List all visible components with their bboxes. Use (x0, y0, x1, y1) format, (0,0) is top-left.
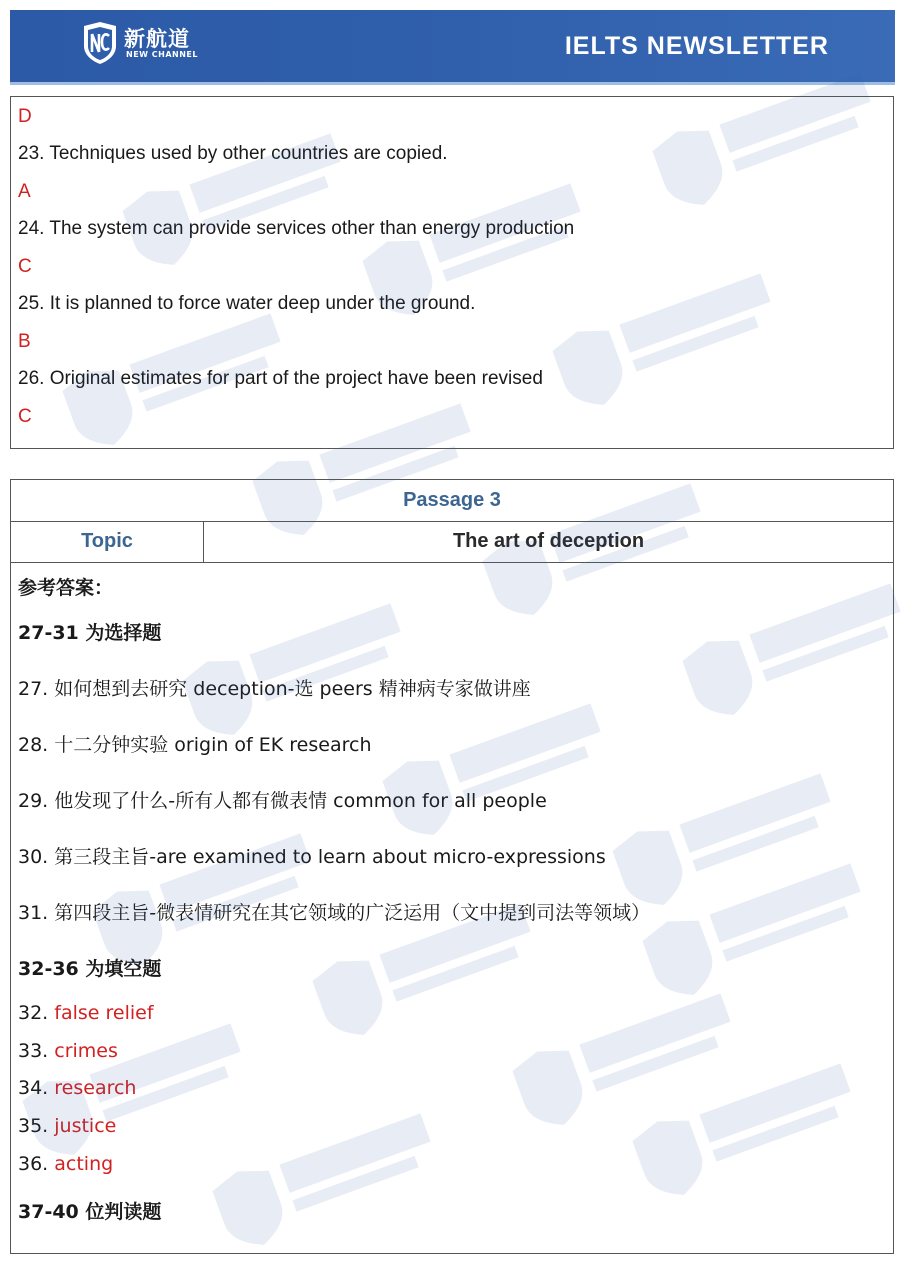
fill-item-answer: research (54, 1077, 137, 1099)
newsletter-title: IELTS NEWSLETTER (564, 32, 829, 60)
fill-item (18, 1002, 154, 1024)
fill-item-answer: false relief (54, 1002, 154, 1024)
fill-item (18, 1040, 118, 1062)
mc-item: 28. 十二分钟实验 origin of EK research (18, 734, 372, 756)
section-heading-multiple-choice: 27-31 为选择题 (18, 622, 162, 644)
fill-item-answer: justice (54, 1115, 117, 1137)
answers-heading: 参考答案： (18, 577, 114, 599)
fill-item (18, 1115, 116, 1137)
mc-item: 27. 如何想到去研究 deception-选 peers 精神病专家做讲座 (18, 678, 531, 700)
section-heading-position-judgement: 37-40 位判读题 (18, 1201, 162, 1223)
answer-line: B (18, 331, 31, 352)
fill-item-answer: acting (54, 1153, 114, 1175)
answer-line: D (18, 106, 32, 127)
logo-english-text: NEW CHANNEL (126, 50, 198, 59)
shield-logo-icon (82, 22, 118, 64)
logo-chinese-text: 新航道 (124, 27, 190, 51)
mc-item: 29. 他发现了什么-所有人都有微表情 common for all people (18, 790, 547, 812)
answer-line: A (18, 181, 31, 202)
question-line: 24. The system can provide services other than energy production (18, 218, 575, 239)
answer-line: C (18, 256, 32, 277)
fill-item (18, 1077, 136, 1099)
topic-row (11, 521, 893, 563)
question-line: 25. It is planned to force water deep under the ground. (18, 293, 476, 314)
fill-item-answer: crimes (54, 1040, 118, 1062)
question-line: 26. Original estimates for part of the project have been revised (18, 368, 543, 389)
topic-label: Topic (11, 521, 204, 562)
new-channel-logo (82, 22, 222, 66)
fill-item-number: 33. (18, 1040, 49, 1062)
fill-item-number: 32. (18, 1002, 49, 1024)
topic-value: The art of deception (452, 530, 645, 552)
mc-item: 30. 第三段主旨-are examined to learn about micro-expressions (18, 846, 606, 868)
fill-item-number: 36. (18, 1153, 49, 1175)
fill-item-number: 35. (18, 1115, 49, 1137)
passage-3-table (10, 479, 894, 1254)
mc-item: 31. 第四段主旨-微表情研究在其它领域的广泛运用（文中提到司法等领域） (18, 902, 651, 924)
answer-line: C (18, 406, 32, 427)
question-line: 23. Techniques used by other countries are copied. (18, 143, 448, 164)
newsletter-header (10, 10, 895, 85)
fill-item-number: 34. (18, 1077, 49, 1099)
passage-title: Passage 3 (11, 480, 893, 522)
fill-item (18, 1153, 113, 1175)
answers-box-passage-2 (10, 96, 894, 449)
section-heading-fill-in: 32-36 为填空题 (18, 958, 162, 980)
